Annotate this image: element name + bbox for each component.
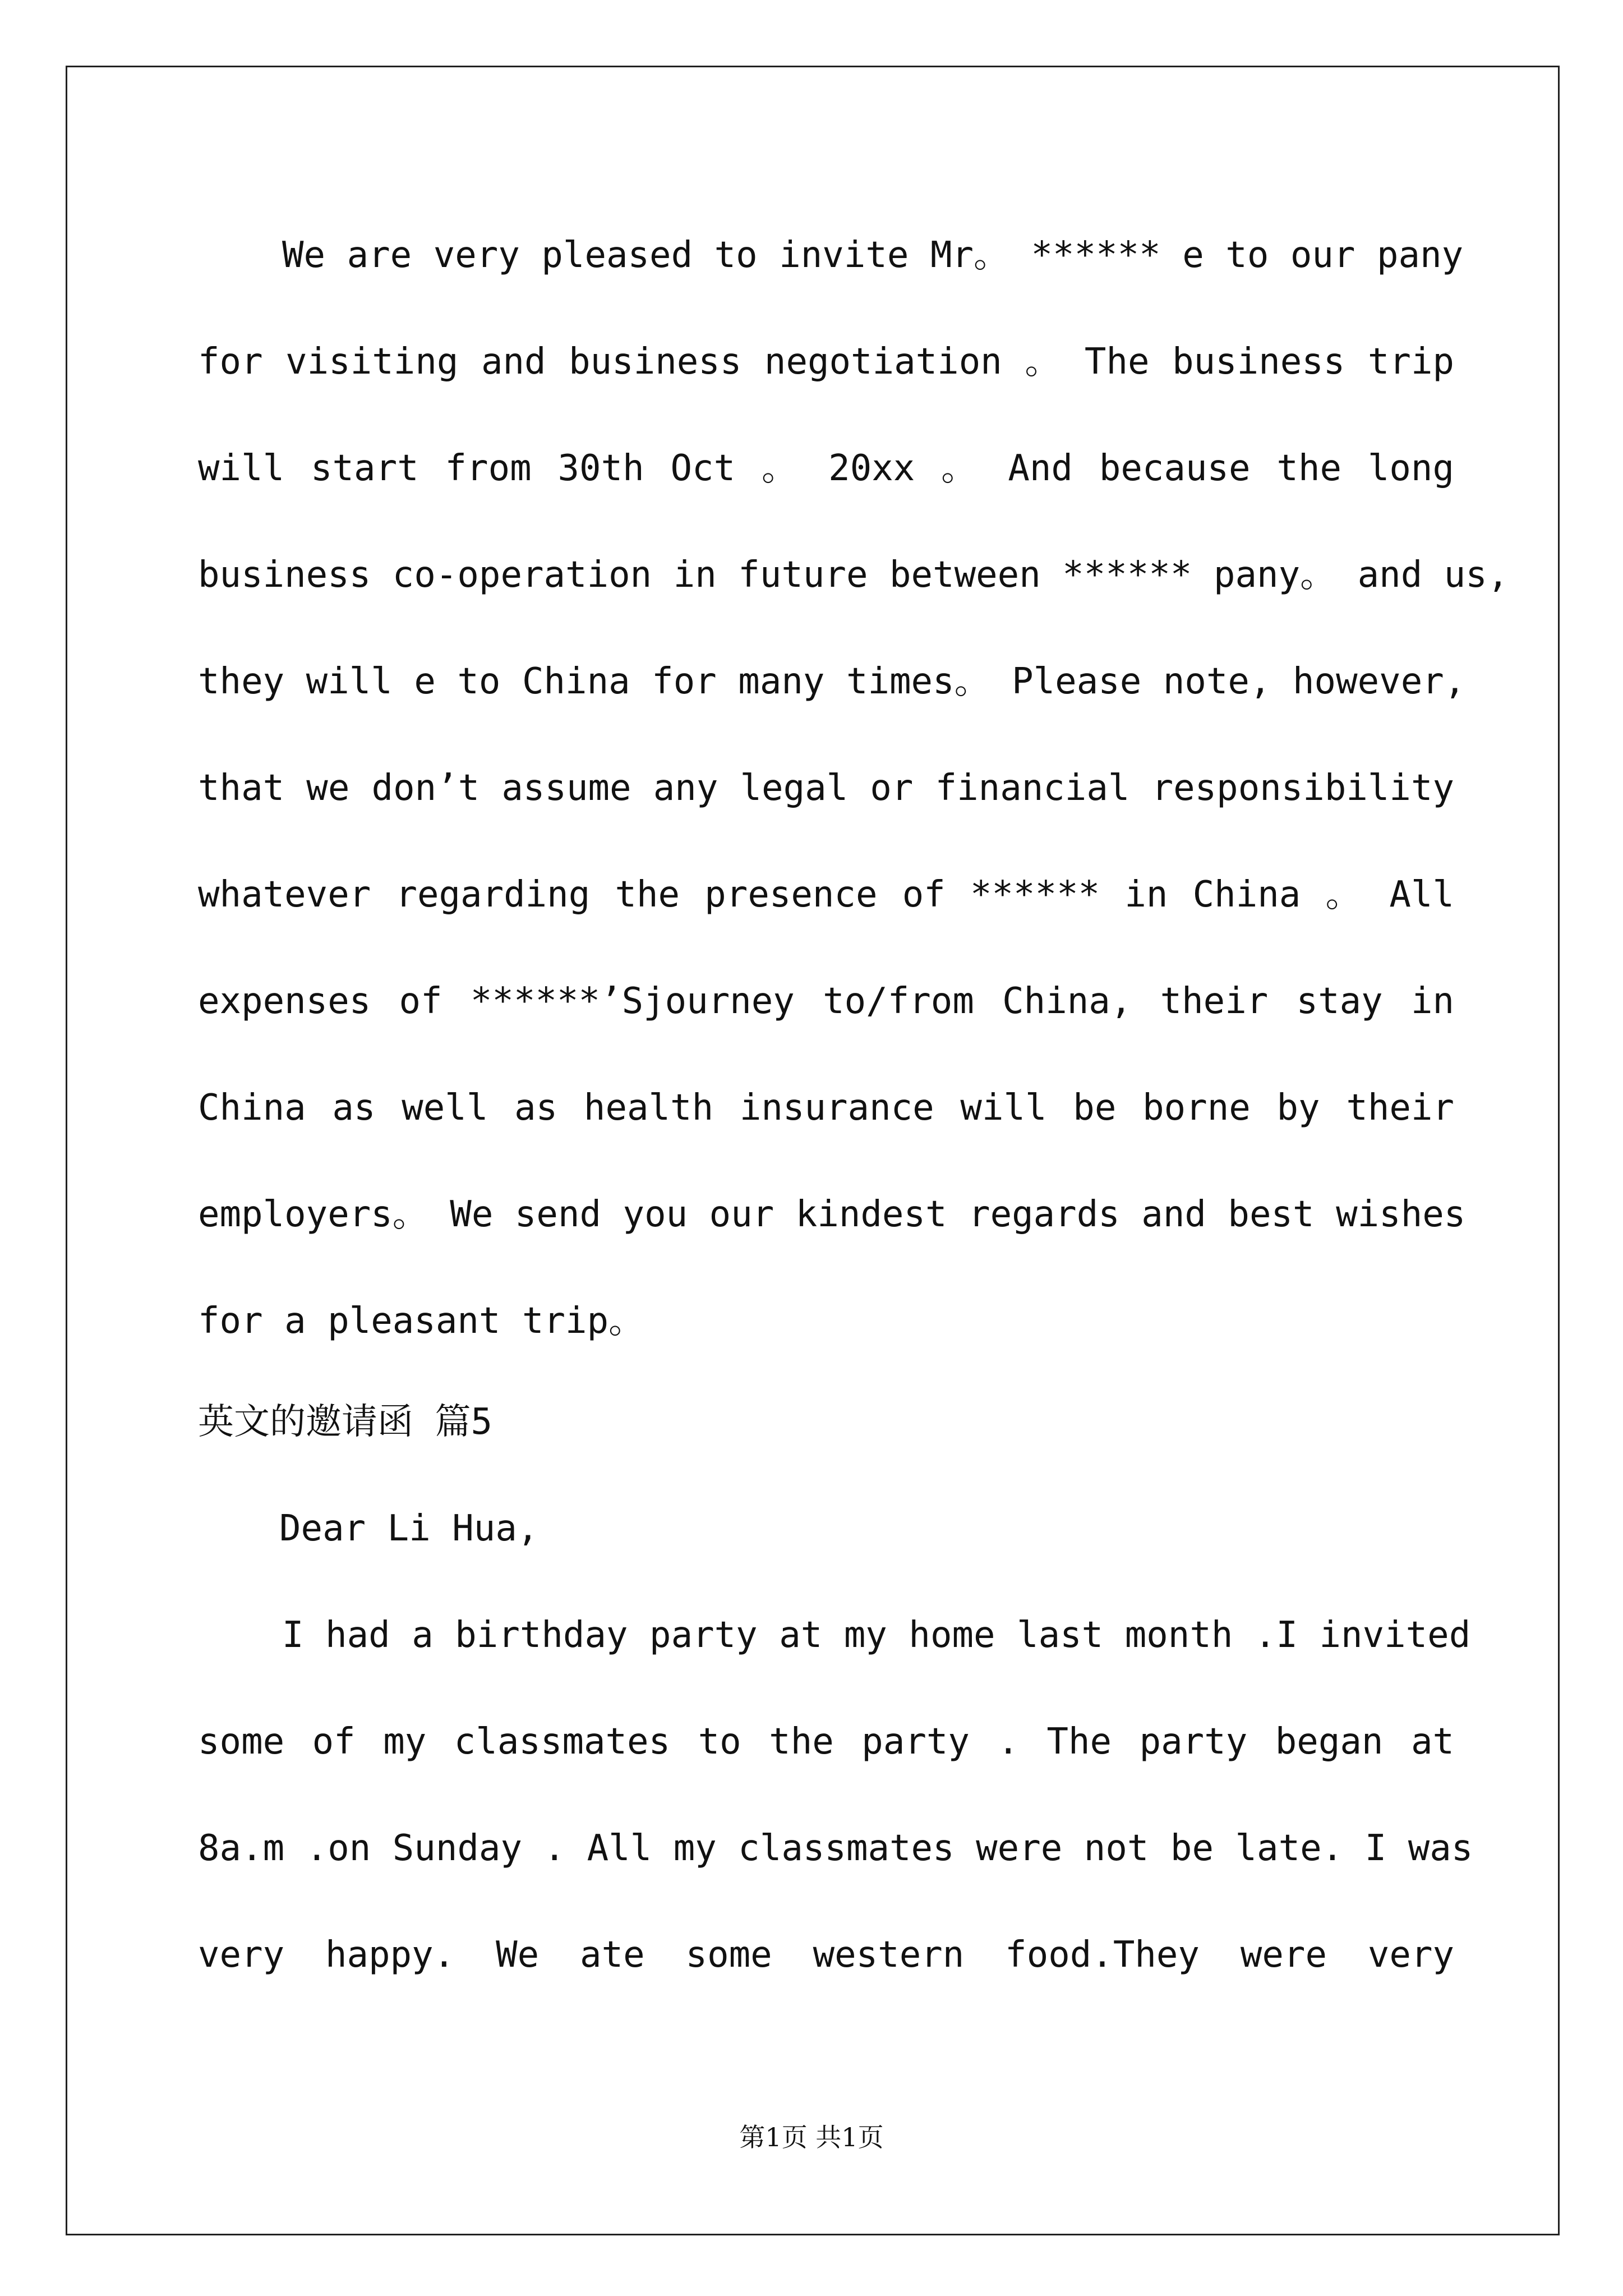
salutation: Dear Li Hua, — [279, 1508, 539, 1549]
paragraph-line: business co-operation in future between ****** pany。 and us, — [198, 554, 1509, 596]
paragraph-line: We are very pleased to invite Mr。 ****** e to our pany — [282, 234, 1464, 276]
page-footer: 第1页 共1页 — [739, 2122, 884, 2152]
paragraph-line: they will e to China for many times。 Please note, however, — [198, 661, 1466, 702]
paragraph-line: that we don’t assume any legal or financial responsibility — [198, 767, 1454, 809]
paragraph-line: 8a.m .on Sunday . All my classmates were not be late. I was — [198, 1828, 1473, 1869]
paragraph-line: for a pleasant trip。 — [198, 1300, 645, 1342]
paragraph-line: China as well as health insurance will be borne by their — [198, 1087, 1454, 1129]
paragraph-line: some of my classmates to the party . The party began at — [198, 1721, 1454, 1763]
paragraph-line: will start from 30th Oct 。 20xx 。 And because the long — [198, 448, 1454, 489]
paragraph-line: expenses of ******’Sjourney to/from China, their stay in — [198, 981, 1454, 1022]
paragraph-line: I had a birthday party at my home last month .I invited — [282, 1614, 1471, 1656]
paragraph-line: very happy. We ate some western food.They were very — [198, 1934, 1454, 1976]
section-heading: 英文的邀请函 篇5 — [198, 1401, 493, 1443]
paragraph-line: employers。 We send you our kindest regards and best wishes — [198, 1194, 1466, 1235]
paragraph-line: for visiting and business negotiation 。 The business trip — [198, 341, 1454, 383]
paragraph-line: whatever regarding the presence of ****** in China 。 All — [198, 874, 1454, 915]
